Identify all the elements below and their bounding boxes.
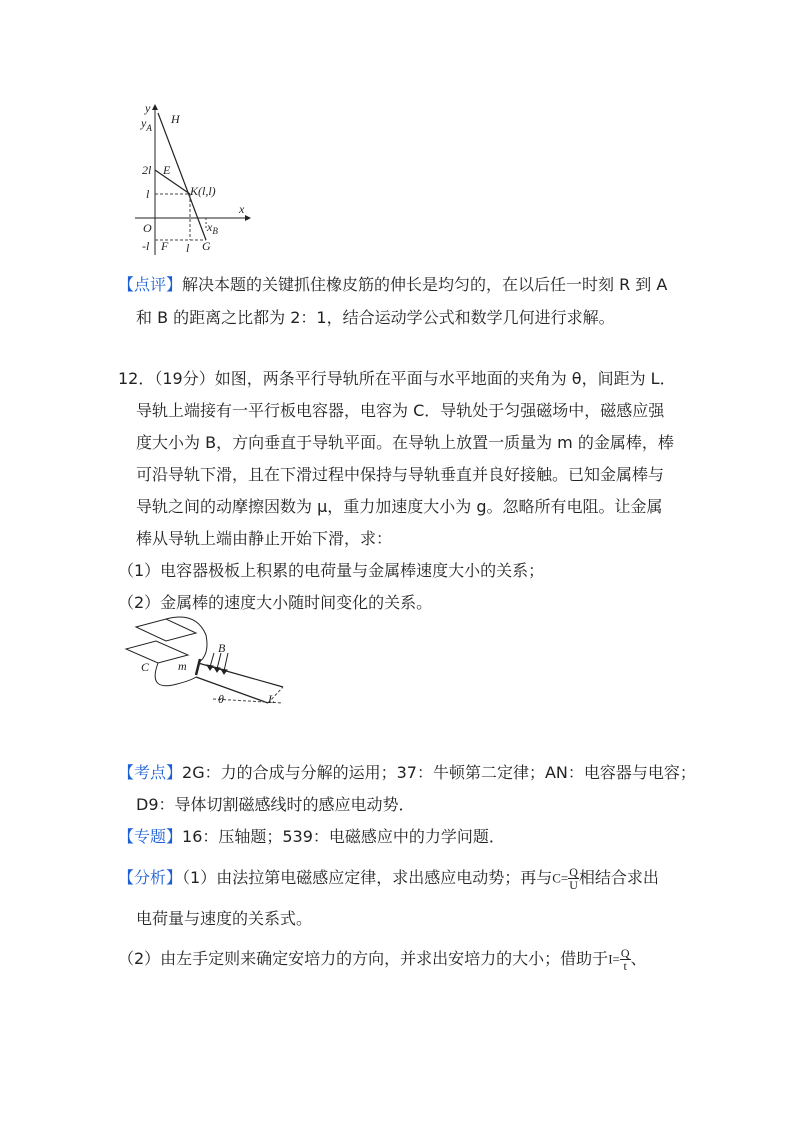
label-l-tick: l	[146, 187, 150, 201]
fenxi-text-3-pre: （2）由左手定则来确定安培力的方向，并求出安培力的大小；借助于	[118, 949, 609, 968]
zhuanti-tag: 【专题】	[118, 827, 183, 846]
formula-q-over-t	[620, 947, 631, 972]
question-line-1: 12．（19分）如图，两条平行导轨所在平面与水平地面的夹角为 θ，间距为 L．	[118, 369, 676, 388]
question-sub-2: （2）金属棒的速度大小随时间变化的关系。	[118, 593, 433, 612]
question-line-5: 导轨之间的动摩擦因数为 μ，重力加速度大小为 g。忽略所有电阻。让金属	[136, 497, 663, 516]
fenxi-line-2: 电荷量与速度的关系式。	[136, 909, 313, 928]
formula-q-over-u-den: U	[569, 878, 578, 892]
kaodian-line-2: D9：导体切割磁感线时的感应电动势．	[136, 795, 415, 814]
rails-figure	[118, 615, 293, 710]
fenxi-line-1	[118, 864, 659, 893]
formula-q-over-t-num: Q	[620, 946, 630, 960]
label-l: L	[268, 692, 275, 706]
label-c: C	[141, 660, 150, 674]
rail-lower	[196, 677, 268, 703]
comment-text-2: 和 B 的距离之比都为 2：1，结合运动学公式和数学几何进行求解。	[136, 308, 615, 327]
label-b: B	[218, 641, 226, 655]
label-ya: $y_A$	[141, 116, 152, 133]
x-axis-arrow-icon	[245, 215, 251, 221]
label-f: F	[161, 239, 169, 253]
formula-q-over-u	[568, 866, 579, 891]
question-line-3: 度大小为 B，方向垂直于导轨平面。在导轨上放置一质量为 m 的金属棒，棒	[136, 433, 674, 452]
label-m: m	[178, 659, 187, 673]
formula-q-over-t-den: t	[623, 959, 627, 973]
label-l-x: l	[186, 241, 190, 255]
label-y-axis: y	[145, 101, 151, 115]
question-line-2: 导轨上端接有一平行板电容器，电容为 C．导轨处于匀强磁场中，磁感应强	[136, 401, 665, 420]
question-line-4: 可沿导轨下滑，且在下滑过程中保持与导轨垂直并良好接触。已知金属棒与	[136, 465, 665, 484]
comment-text-1: 解决本题的关键抓住橡皮筋的伸长是均匀的，在以后任一时刻 R 到 A	[182, 275, 668, 294]
kaodian-line-1	[118, 763, 696, 783]
fenxi-tag: 【分析】	[118, 868, 183, 887]
comment-line-1	[118, 275, 667, 295]
comment-line-2	[136, 308, 615, 328]
label-g: G	[202, 239, 211, 253]
label-h: H	[171, 112, 180, 126]
wire-top	[166, 617, 207, 663]
fenxi-text-3-post: 、	[630, 949, 647, 968]
question-sub-1: （1）电容器极板上积累的电荷量与金属棒速度大小的关系；	[118, 561, 545, 580]
zhuanti-text: 16：压轴题；539：电磁感应中的力学问题．	[182, 827, 505, 846]
fenxi-text-1-pre: （1）由法拉第电磁感应定律，求出感应电动势；再与	[182, 868, 553, 887]
label-k: K(l,l)	[190, 184, 216, 198]
line-ek	[155, 170, 190, 194]
wire-bottom	[155, 663, 196, 686]
fenxi-line-3	[118, 945, 647, 974]
kaodian-text-1: 2G：力的合成与分解的运用；37：牛顿第二定律；AN：电容器与电容；	[182, 763, 696, 782]
label-e: E	[163, 163, 171, 177]
label-2l: 2l	[142, 163, 152, 177]
fenxi-text-1-post: 相结合求出	[578, 868, 659, 887]
metal-rod	[196, 659, 200, 675]
label-x-axis: x	[239, 202, 245, 216]
field-arrows-icon	[207, 653, 228, 674]
graph-figure	[135, 100, 260, 260]
kaodian-tag: 【考点】	[118, 763, 183, 782]
label-neg-l: -l	[142, 239, 150, 253]
y-axis-arrow-icon	[152, 104, 158, 110]
label-xb: $x_B$	[207, 220, 218, 236]
question-line-6: 棒从导轨上端由静止开始下滑，求：	[136, 529, 393, 548]
formula-q-over-u-num: Q	[569, 865, 578, 879]
formula-i-lhs: I=	[608, 951, 620, 967]
formula-c-lhs: C=	[552, 870, 569, 886]
capacitor-plate-top	[136, 619, 196, 641]
zhuanti-line	[118, 827, 505, 847]
label-theta: θ	[218, 692, 224, 706]
comment-tag: 【点评】	[118, 275, 183, 294]
label-origin: O	[143, 221, 152, 235]
